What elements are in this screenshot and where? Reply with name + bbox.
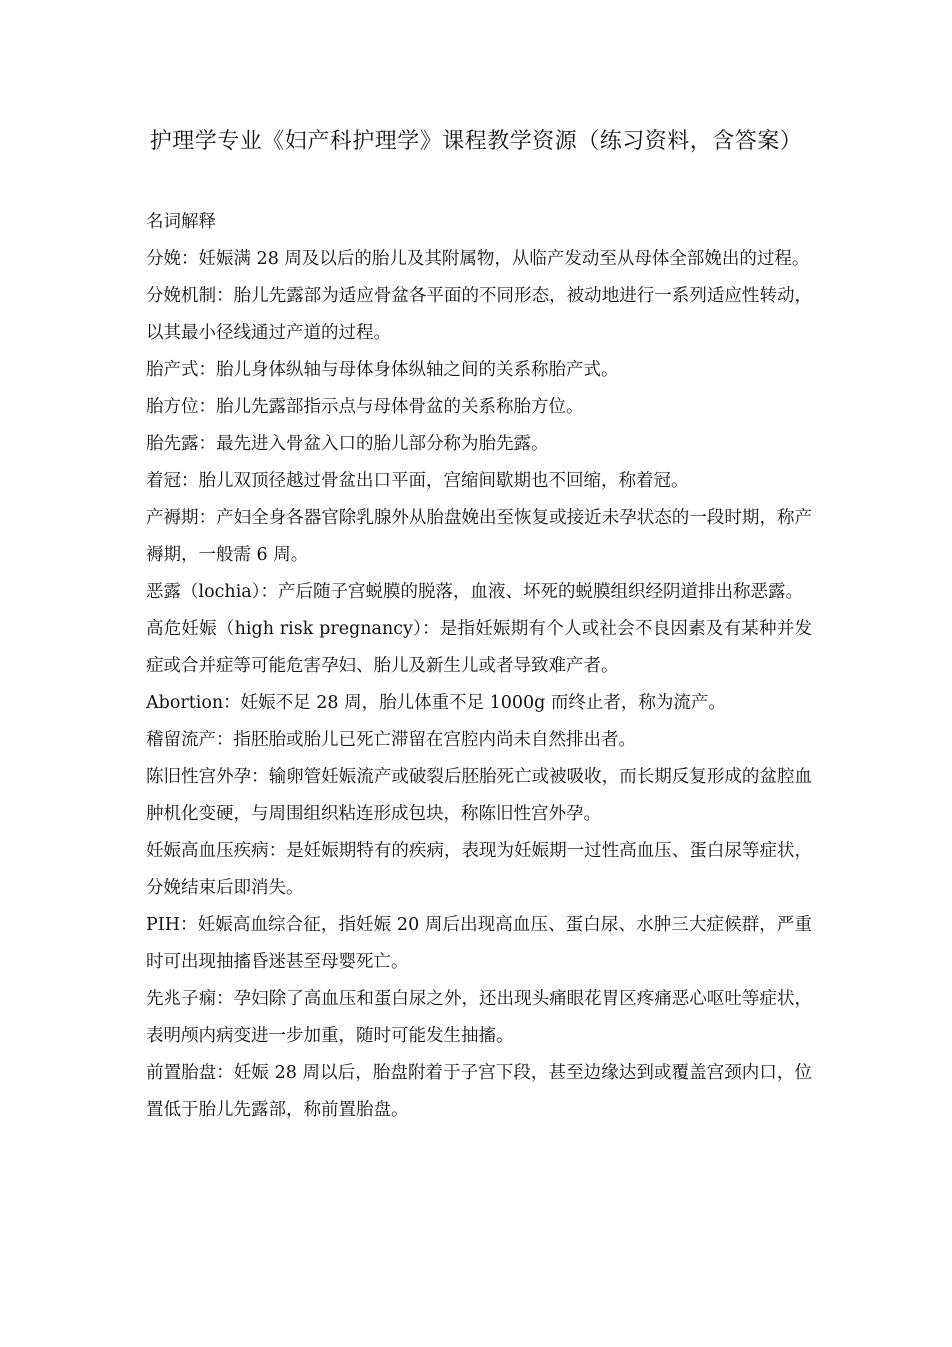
definition-entry: 着冠：胎儿双顶径越过骨盆出口平面，宫缩间歇期也不回缩，称着冠。	[146, 471, 689, 491]
definition-entry: 稽留流产：指胚胎或胎儿已死亡滞留在宫腔内尚未自然排出者。	[146, 730, 636, 750]
definition-entry: 分娩机制：胎儿先露部为适应骨盆各平面的不同形态，被动地进行一系列适应性转动，以其最小径线通过产道的过程。	[146, 286, 812, 343]
definition-entry: 高危妊娠（high risk pregnancy）：是指妊娠期有个人或社会不良因素及有某种并发症或合并症等可能危害孕妇、胎儿及新生儿或者导致难产者。	[146, 619, 812, 676]
document-title: 护理学专业《妇产科护理学》课程教学资源（练习资料，含答案）	[149, 129, 803, 154]
definition-entry: 胎先露：最先进入骨盆入口的胎儿部分称为胎先露。	[146, 434, 549, 454]
definition-entry: 妊娠高血压疾病：是妊娠期特有的疾病，表现为妊娠期一过性高血压、蛋白尿等症状，分娩结束后即消失。	[146, 841, 812, 898]
document-body	[146, 204, 812, 1129]
definition-entry: 产褥期：产妇全身各器官除乳腺外从胎盘娩出至恢复或接近未孕状态的一段时期，称产褥期，一般需 6 周。	[146, 508, 812, 565]
definition-entry: 恶露（lochia）：产后随子宫蜕膜的脱落，血液、坏死的蜕膜组织经阴道排出称恶露。	[146, 582, 803, 602]
definition-entry: PIH：妊娠高血综合征，指妊娠 20 周后出现高血压、蛋白尿、水肿三大症候群，严重时可出现抽搐昏迷甚至母婴死亡。	[146, 915, 812, 972]
definition-entry: 前置胎盘：妊娠 28 周以后，胎盘附着于子宫下段，甚至边缘达到或覆盖宫颈内口，位置低于胎儿先露部，称前置胎盘。	[146, 1063, 812, 1120]
definition-entry: 先兆子痫：孕妇除了高血压和蛋白尿之外，还出现头痛眼花胃区疼痛恶心呕吐等症状，表明颅内病变进一步加重，随时可能发生抽搐。	[146, 989, 812, 1046]
section-heading: 名词解释	[146, 212, 216, 232]
definition-entry: 胎产式：胎儿身体纵轴与母体身体纵轴之间的关系称胎产式。	[146, 360, 619, 380]
definition-entry: 分娩：妊娠满 28 周及以后的胎儿及其附属物，从临产发动至从母体全部娩出的过程。	[146, 249, 810, 269]
definition-entry: Abortion：妊娠不足 28 周，胎儿体重不足 1000g 而终止者，称为流产。	[146, 693, 726, 713]
definition-entry: 胎方位：胎儿先露部指示点与母体骨盆的关系称胎方位。	[146, 397, 584, 417]
definition-entry: 陈旧性宫外孕：输卵管妊娠流产或破裂后胚胎死亡或被吸收，而长期反复形成的盆腔血肿机化变硬，与周围组织粘连形成包块，称陈旧性宫外孕。	[146, 767, 812, 824]
